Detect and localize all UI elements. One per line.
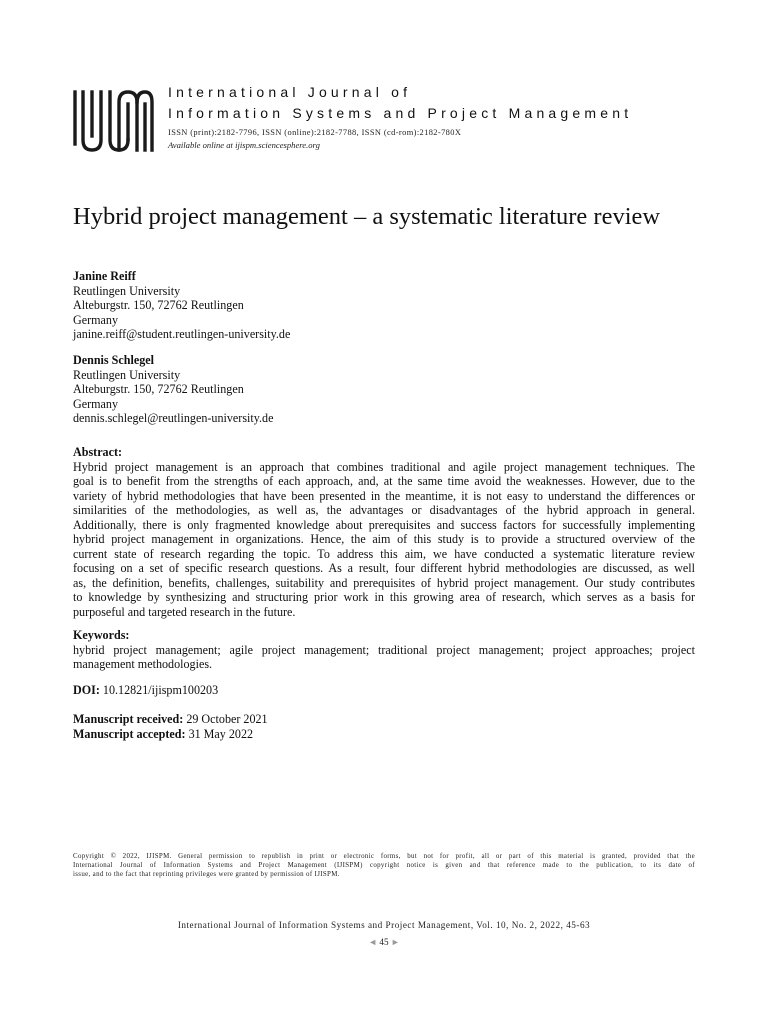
abstract-line: focusing on a set of specific research questions. As a result, four different hybrid methodologies are discussed, as well bbox=[73, 561, 695, 576]
author-university: Reutlingen University bbox=[73, 283, 181, 298]
keywords-heading: Keywords: bbox=[73, 628, 130, 642]
journal-header bbox=[168, 82, 728, 150]
keywords-line: hybrid project management; agile project management; traditional project management; project approaches; project bbox=[73, 642, 695, 657]
copyright-line: International Journal of Information Systems and Project Management (IJISPM) copyright notice is given and that reference made to the publication, to its date of bbox=[73, 861, 695, 869]
author-country: Germany bbox=[73, 312, 118, 327]
author-name: Dennis Schlegel bbox=[73, 353, 154, 367]
keywords-line: management methodologies. bbox=[73, 657, 213, 672]
footer-citation: International Journal of Information Systems and Project Management, Vol. 10, No. 2, 2022, 45-63 bbox=[177, 920, 591, 930]
copyright-line: Copyright © 2022, IJISPM. General permission to republish in print or electronic forms, but not for profit, all or part of this material is granted, provided that the bbox=[73, 853, 695, 860]
abstract-line: variety of hybrid methodologies that have been presented in the meantime, it is not easy to understand the differences or bbox=[73, 488, 695, 503]
received-label: Manuscript received: bbox=[73, 712, 184, 726]
prev-arrow-icon: ◄ bbox=[368, 937, 378, 947]
accepted-label: Manuscript accepted: bbox=[73, 726, 186, 741]
page-number: 45 bbox=[379, 937, 389, 947]
journal-name-line1: International Journal of bbox=[168, 84, 412, 100]
keywords-section bbox=[73, 628, 695, 672]
abstract-line: Additionally, there is only fragmented knowledge about prerequisites and success factors for successfully implementing bbox=[73, 517, 695, 532]
received-date: 29 October 2021 bbox=[186, 712, 268, 726]
accepted-line bbox=[73, 727, 268, 742]
abstract-section bbox=[73, 445, 695, 620]
doi-label: DOI: bbox=[73, 683, 100, 697]
abstract-heading: Abstract: bbox=[73, 445, 123, 459]
author-street: Alteburgstr. 150, 72762 Reutlingen bbox=[73, 298, 244, 313]
doi-value: 10.12821/ijispm100203 bbox=[102, 683, 219, 697]
abstract-line: to knowledge by synthesizing and structuring prior work in this growing area of research, which serves as a basis for bbox=[73, 590, 695, 605]
abstract-line: purposeful and targeted research in the future. bbox=[73, 605, 296, 620]
abstract-line: as, the definition, benefits, challenges, suitability and prerequisites of hybrid project management. Our study contributes bbox=[73, 575, 695, 590]
abstract-line: similarities of the methodologies, as well as, the advantages or disadvantages of the hybrid approach in general. bbox=[73, 503, 695, 518]
author-email: dennis.schlegel@reutlingen-university.de bbox=[73, 411, 274, 426]
copyright-notice bbox=[73, 853, 695, 880]
copyright-line: issue, and to the fact that reprinting privileges were granted by permission of IJISPM. bbox=[73, 870, 340, 878]
paper-title: Hybrid project management – a systematic literature review bbox=[73, 203, 661, 230]
availability-line: Available online at ijispm.sciencesphere.org bbox=[168, 140, 320, 150]
author-university: Reutlingen University bbox=[73, 367, 181, 382]
manuscript-dates bbox=[73, 712, 268, 741]
issn-line: ISSN (print):2182-7796, ISSN (online):2182-7788, ISSN (cd-rom):2182-780X bbox=[168, 128, 462, 137]
author-block-2 bbox=[73, 353, 673, 426]
abstract-line: Hybrid project management is an approach that combines traditional and agile project management techniques. The bbox=[73, 459, 695, 474]
doi-line bbox=[73, 683, 218, 698]
abstract-line: goal is to benefit from the strengths of each approach, and, at the same time avoid the weaknesses. However, due to the bbox=[73, 474, 695, 489]
accepted-date: 31 May 2022 bbox=[188, 726, 254, 741]
next-arrow-icon: ► bbox=[390, 937, 400, 947]
journal-name-line2: Information Systems and Project Management bbox=[168, 105, 633, 121]
abstract-line: current state of research regarding the topic. To address this aim, we have conducted a systematic literature review bbox=[73, 546, 695, 561]
abstract-line: hybrid project management in organizations. Hence, the aim of this study is to provide a structured overview of the bbox=[73, 532, 695, 547]
author-email: janine.reiff@student.reutlingen-university.de bbox=[73, 327, 291, 342]
page-number-nav bbox=[0, 937, 768, 947]
author-block-1 bbox=[73, 269, 673, 342]
author-country: Germany bbox=[73, 396, 118, 411]
author-street: Alteburgstr. 150, 72762 Reutlingen bbox=[73, 382, 244, 397]
author-name: Janine Reiff bbox=[73, 269, 136, 283]
journal-logo-icon bbox=[72, 88, 154, 154]
received-line bbox=[73, 712, 268, 727]
